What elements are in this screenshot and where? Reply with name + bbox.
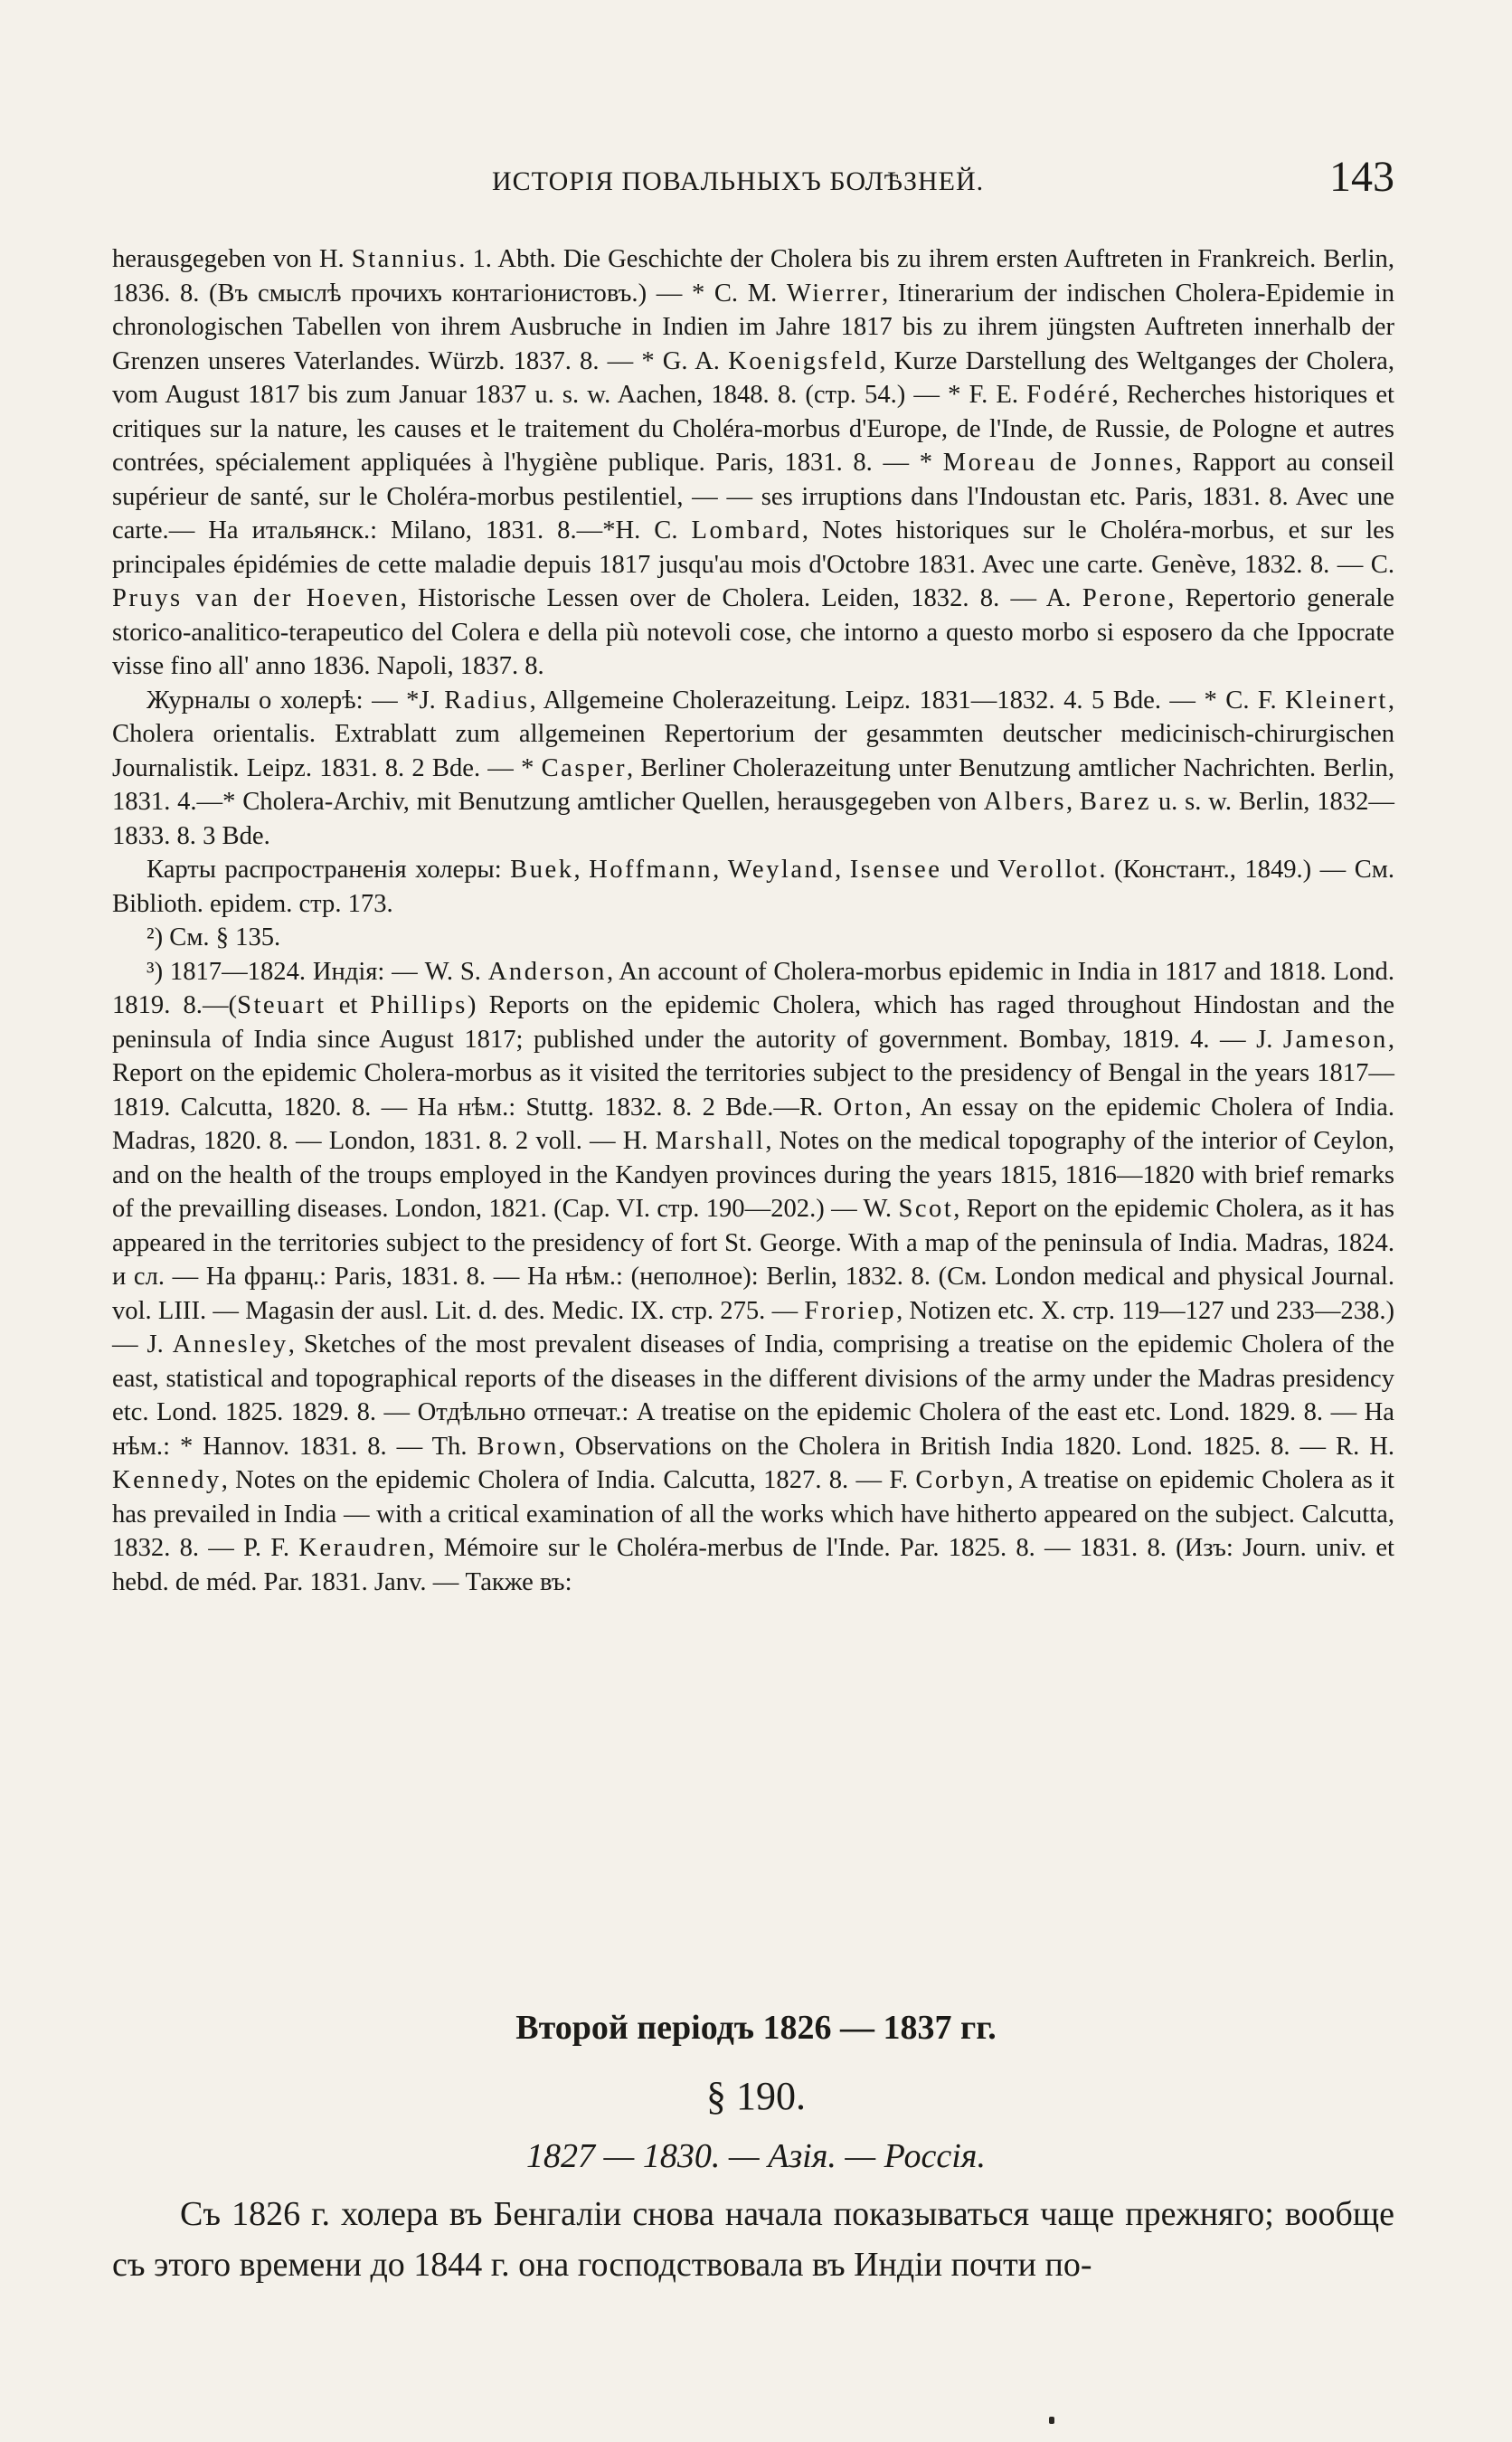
- body-text: [112, 2189, 1394, 2290]
- section-number: § 190.: [706, 2074, 806, 2118]
- body-paragraph: Съ 1826 г. холера въ Бенгаліи снова начала показываться чаще прежняго; вообще съ этого времени до 1844 г. она господствовала въ Индіи почти по-: [112, 2195, 1394, 2284]
- footnotes-block: [112, 242, 1394, 1599]
- footnote-paragraph: Журналы о холерѣ: — *J. Radius, Allgemeine Cholerazeitung. Leipz. 1831—1832. 4. 5 Bde. — * C. F. Kleinert, Cholera orientalis. Extrablatt zum allgemeinen Repertorium der gesammten deutscher medicinisch-chirurgischen Journalistik. Leipz. 1831. 8. 2 Bde. — * Casper, Berliner Cholerazeitung unter Benutzung amtlicher Nachrichten. Berlin, 1831. 4.—* Cholera-Archiv, mit Benutzung amtlicher Quellen, herausgegeben von Albers, Barez u. s. w. Berlin, 1832—1833. 8. 3 Bde.: [112, 686, 1395, 850]
- footnote-paragraph: herausgegeben von H. Stannius. 1. Abth. Die Geschichte der Cholera bis zu ihrem ersten Auftreten in Frankreich. Berlin, 1836. 8. (Въ смыслѣ прочихъ контагіонистовъ.) — * C. M. Wierrer, Itinerarium der indischen Cholera-Epidemie in chronologischen Tabellen von ihrem Ausbruche in Indien im Jahre 1817 bis zu ihrem jüngsten Auftreten innerhalb der Grenzen unseres Vaterlandes. Würzb. 1837. 8. — * G. A. Koenigsfeld, Kurze Darstellung des Weltganges der Cholera, vom August 1817 bis zum Januar 1837 u. s. w. Aachen, 1848. 8. (стр. 54.) — * F. E. Fodéré, Recherches historiques et critiques sur la nature, les causes et le traitement du Choléra-morbus d'Europe, de l'Inde, de Russie, de Pologne et autres contrées, spécialement appliquées à l'hygiène publique. Paris, 1831. 8. — * Moreau de Jonnes, Rapport au conseil supérieur de santé, sur le Choléra-morbus pestilentiel, — — ses irruptions dans l'Indoustan etc. Paris, 1831. 8. Avec une carte.— На итальянск.: Milano, 1831. 8.—*H. C. Lombard, Notes historiques sur le Choléra-morbus, et sur les principales épidémies de cette maladie depuis 1817 jusqu'au mois d'Octobre 1831. Avec une carte. Genève, 1832. 8. — C. Pruys van der Hoeven, Historische Lessen over de Cholera. Leiden, 1832. 8. — A. Perone, Repertorio generale storico-analitico-terapeutico del Colera e della più notevoli cose, che intorno a questo morbo si esposero da che Ippocrate visse fino all' anno 1836. Napoli, 1837. 8.: [112, 245, 1395, 680]
- running-title: ИСТОРІЯ ПОВАЛЬНЫХЪ БОЛѢЗНЕЙ.: [492, 166, 985, 196]
- ink-speck: [1049, 2417, 1054, 2424]
- section-subheading: 1827 — 1830. — Азія. — Россія.: [526, 2137, 986, 2175]
- footnote-paragraph: ³) 1817—1824. Индія: — W. S. Anderson, An account of Cholera-morbus epidemic in India in 1817 and 1818. Lond. 1819. 8.—(Steuart et Phillips) Reports on the epidemic Cholera, which has raged throughout Hindostan and the peninsula of India since August 1817; published under the autority of government. Bombay, 1819. 4. — J. Jameson, Report on the epidemic Cholera-morbus as it visited the territories subject to the presidency of Bengal in the years 1817—1819. Calcutta, 1820. 8. — На нѣм.: Stuttg. 1832. 8. 2 Bde.—R. Orton, An essay on the epidemic Cholera of India. Madras, 1820. 8. — London, 1831. 8. 2 voll. — H. Marshall, Notes on the medical topography of the interior of Ceylon, and on the health of the troups employed in the Kandyen provinces during the years 1815, 1816—1820 with brief remarks of the prevailling diseases. London, 1821. (Cap. VI. стр. 190—202.) — W. Scot, Report on the epidemic Cholera, as it has appeared in the territories subject to the presidency of fort St. George. With a map of the peninsula of India. Madras, 1824. и сл. — На франц.: Paris, 1831. 8. — На нѣм.: (неполное): Berlin, 1832. 8. (См. London medical and physical Journal. vol. LIII. — Magasin der ausl. Lit. d. des. Medic. IX. стр. 275. — Froriep, Notizen etc. X. стр. 119—127 und 233—238.) — J. Annesley, Sketches of the most prevalent diseases of India, comprising a treatise on the epidemic Cholera of the east, statistical and topographical reports of the diseases in the different divisions of the army under the Madras presidency etc. Lond. 1825. 1829. 8. — Отдѣльно отпечат.: A treatise on the epidemic Cholera of the east etc. Lond. 1829. 8. — На нѣм.: * Hannov. 1831. 8. — Th. Brown, Observations on the Cholera in British India 1820. Lond. 1825. 8. — R. H. Kennedy, Notes on the epidemic Cholera of India. Calcutta, 1827. 8. — F. Corbyn, A treatise on epidemic Cholera as it has prevailed in India — with a critical examination of all the works which have hitherto appeared on the subject. Calcutta, 1832. 8. — P. F. Keraudren, Mémoire sur le Choléra-merbus de l'Inde. Par. 1825. 8. — 1831. 8. (Изъ: Journ. univ. et hebd. de méd. Par. 1831. Janv. — Также въ:: [112, 957, 1395, 1596]
- period-heading: Второй періодъ 1826 — 1837 гг.: [515, 2009, 997, 2047]
- page-number: 143: [1329, 153, 1394, 201]
- footnote-paragraph: ²) См. § 135.: [146, 923, 281, 951]
- page-header: [112, 152, 1394, 206]
- footnote-paragraph: Карты распространенія холеры: Buek, Hoffmann, Weyland, Isensee und Verollot. (Констант., 1849.) — См. Biblioth. epidem. стр. 173.: [112, 856, 1395, 918]
